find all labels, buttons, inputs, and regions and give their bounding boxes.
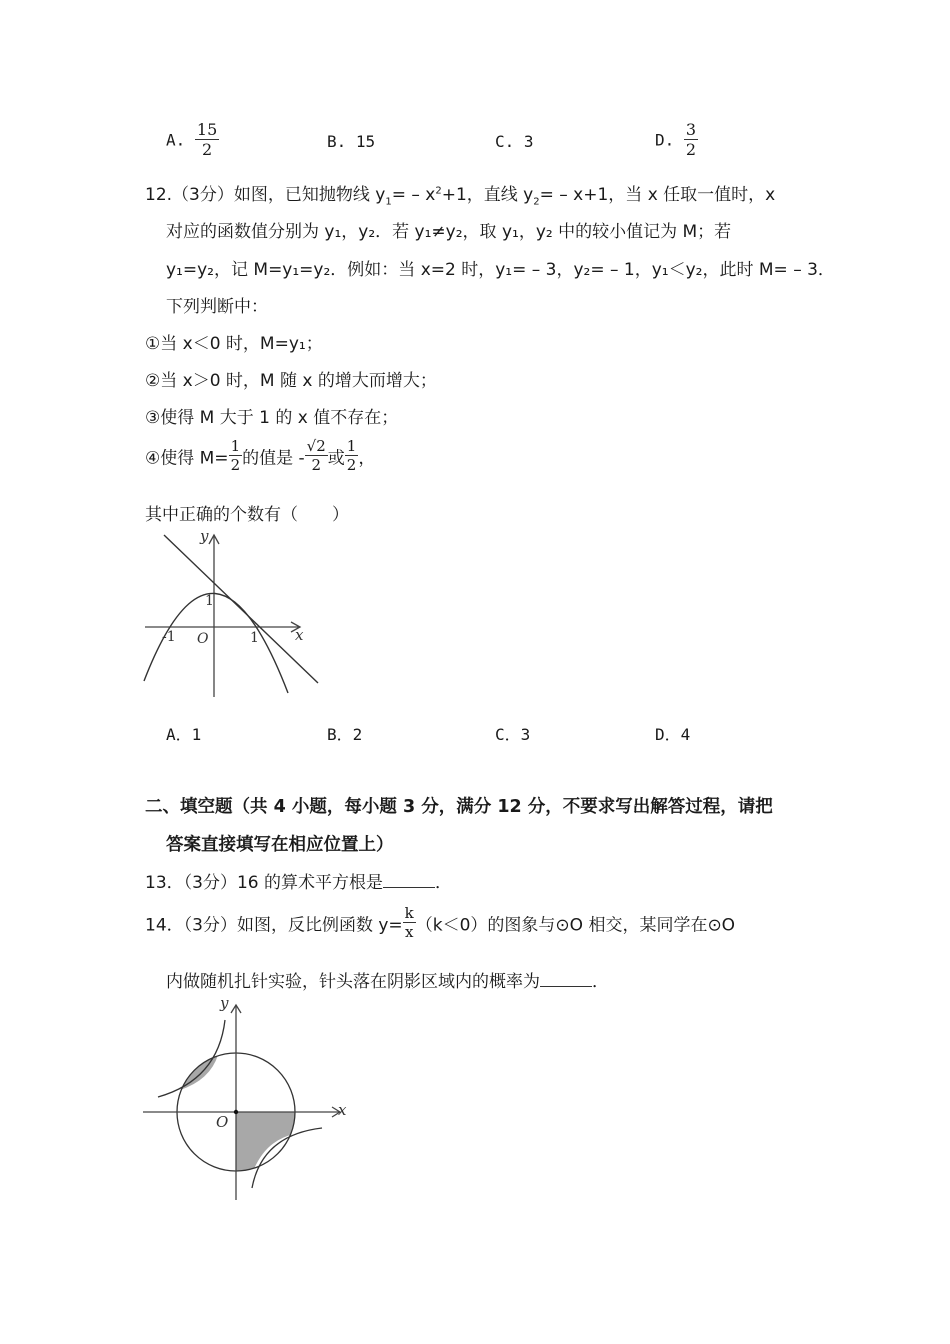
svg-text:x: x — [338, 1101, 347, 1119]
section-heading-cont: 答案直接填写在相应位置上） — [166, 835, 394, 855]
q12-judgment-1: ①当 x＜0 时，M=y₁； — [145, 334, 323, 354]
q12-option-b: B．2 — [327, 725, 363, 744]
q11-option-a — [166, 122, 219, 158]
answer-blank[interactable] — [540, 972, 592, 987]
q14-line-2: 内做随机扎针实验，针头落在阴影区域内的概率为 ． — [166, 972, 609, 992]
q12-option-a: A．1 — [166, 725, 202, 744]
svg-text:y: y — [220, 995, 229, 1012]
q12-judgment-3: ③使得 M 大于 1 的 x 值不存在； — [145, 408, 399, 428]
fraction: $\frac{k}{x}$ — [404, 904, 414, 941]
section-heading: 二、填空题（共 4 小题，每小题 3 分，满分 12 分，不要求写出解答过程，请把 — [145, 797, 773, 817]
svg-text:O: O — [197, 631, 209, 647]
q12-line-4: 下列判断中： — [166, 297, 268, 317]
svg-text:x: x — [295, 626, 304, 644]
q12-judgment-2: ②当 x＞0 时，M 随 x 的增大而增大； — [145, 371, 437, 391]
q11-option-c: C. 3 — [495, 132, 534, 151]
q12-question: 其中正确的个数有（ ） — [145, 505, 349, 525]
q12-line-2: 对应的函数值分别为 y₁，y₂．若 y₁≠y₂，取 y₁，y₂ 中的较小值记为 M；若 — [166, 222, 732, 242]
q12-option-c: C．3 — [495, 725, 531, 744]
fraction: $\frac{1}{2}$ — [230, 437, 241, 474]
fraction: $\frac{√2}{2}$ — [306, 437, 326, 474]
origin-dot — [234, 1110, 238, 1114]
q11-option-d: D. $\frac{3}{2}$ — [655, 120, 697, 159]
fraction: $\frac{3}{2}$ — [685, 120, 697, 159]
fraction: $\frac{1}{2}$ — [346, 437, 357, 474]
fraction: $\frac{15}{2}$ — [196, 120, 218, 159]
circle-hyperbola-figure — [140, 995, 350, 1205]
answer-blank[interactable] — [383, 873, 435, 888]
svg-text:-1: -1 — [162, 629, 176, 645]
straight-line — [164, 535, 318, 683]
q12-judgment-4: ④使得 M= $\frac{1}{2}$ 的值是 - $\frac{√2}{2}$ 或 $\frac{1}{2}$ ， — [145, 437, 376, 474]
svg-text:1: 1 — [250, 630, 259, 646]
shaded-region-quadrant — [236, 1112, 300, 1175]
q12-line-1: 12.（3分）如图，已知抛物线 $y_1= - x^2+1$，直线 $y_2= - x+1$，当 x 任取一值时，x — [145, 185, 776, 208]
q14-line-1: 14．（3分）如图，反比例函数 y= $\frac{k}{x}$ （k＜0）的图象与⊙O 相交，某同学在⊙O — [145, 904, 736, 941]
svg-text:y: y — [200, 527, 209, 545]
q13-text: 13．（3分）16 的算术平方根是 ． — [145, 873, 452, 893]
option-label: A. — [166, 130, 186, 150]
svg-text:1: 1 — [205, 593, 214, 609]
parabola-line-figure — [140, 525, 330, 700]
q11-option-b: B. 15 — [327, 132, 376, 151]
svg-text:O: O — [216, 1113, 229, 1131]
q12-option-d: D．4 — [655, 725, 691, 744]
q12-line-3: y₁=y₂，记 M=y₁=y₂．例如：当 x=2 时，y₁= – 3，y₂= – 1，y₁＜y₂，此时 M= – 3． — [166, 260, 835, 280]
